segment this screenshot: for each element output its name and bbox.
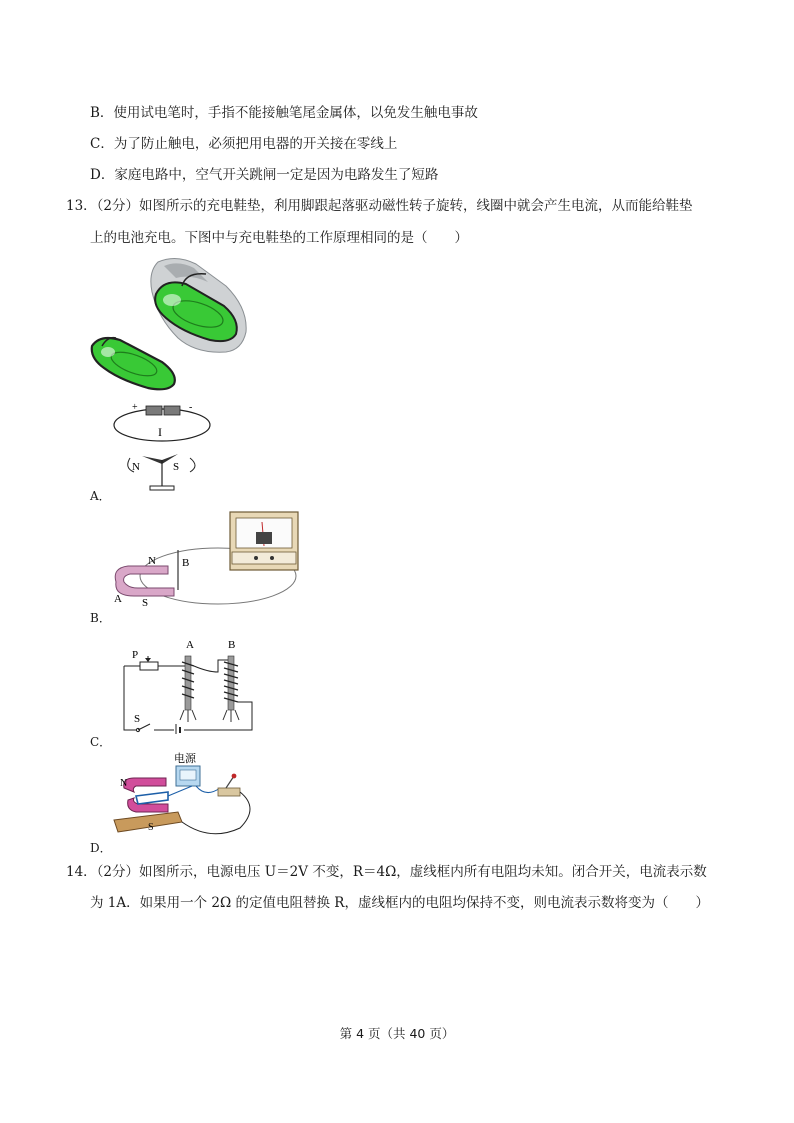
power-source-label: 电源 bbox=[174, 752, 196, 765]
motor-north-label: N bbox=[120, 778, 128, 789]
q14-stem-line2: 为 1A．如果用一个 2Ω 的定值电阻替换 R，虚线框内的电阻均保持不变，则电流表示数将变为（ ） bbox=[90, 895, 709, 911]
wire-a-label: A bbox=[114, 593, 122, 605]
magnet-south-label: S bbox=[142, 597, 149, 608]
battery-minus-label: - bbox=[189, 402, 193, 413]
battery-plus-label: + bbox=[132, 402, 138, 413]
switch-s-label: S bbox=[134, 713, 141, 725]
option-c-figure bbox=[118, 636, 258, 734]
option-a-figure bbox=[112, 398, 216, 496]
current-label: I bbox=[158, 425, 162, 439]
q13-option-b: B． bbox=[90, 611, 111, 625]
option-b-figure bbox=[108, 508, 308, 608]
page-footer: 第 4 页（共 40 页） bbox=[339, 1026, 455, 1041]
option-d-figure bbox=[110, 748, 270, 840]
q13-option-c: C． bbox=[90, 735, 112, 749]
q12-option-d: D．家庭电路中，空气开关跳闸一定是因为电路发生了短路 bbox=[90, 167, 439, 183]
charging-insole-figure bbox=[86, 252, 256, 394]
q12-option-b: B．使用试电笔时，手指不能接触笔尾金属体，以免发生触电事故 bbox=[90, 105, 478, 121]
needle-north-label: N bbox=[132, 461, 140, 473]
q14-stem-line1: 14．（2分）如图所示，电源电压 U＝2V 不变，R＝4Ω，虚线框内所有电阻均未知。闭合开关，电流表示数 bbox=[66, 864, 707, 880]
q12-option-c: C．为了防止触电，必须把用电器的开关接在零线上 bbox=[90, 136, 398, 152]
electromagnet-b-label: B bbox=[228, 639, 236, 651]
magnet-north-label: N bbox=[148, 555, 156, 567]
q13-stem-line1: 13．（2分）如图所示的充电鞋垫，利用脚跟起落驱动磁性转子旋转，线圈中就会产生电流，从而能给鞋垫 bbox=[66, 198, 693, 214]
rheostat-p-label: P bbox=[132, 649, 139, 661]
needle-south-label: S bbox=[173, 461, 180, 473]
q13-option-d: D． bbox=[90, 841, 112, 855]
q13-option-a: A． bbox=[90, 489, 111, 503]
electromagnet-a-label: A bbox=[186, 639, 194, 651]
motor-south-label: S bbox=[148, 822, 154, 833]
q13-stem-line2: 上的电池充电。下图中与充电鞋垫的工作原理相同的是（ ） bbox=[90, 230, 468, 246]
wire-b-label: B bbox=[182, 557, 190, 569]
